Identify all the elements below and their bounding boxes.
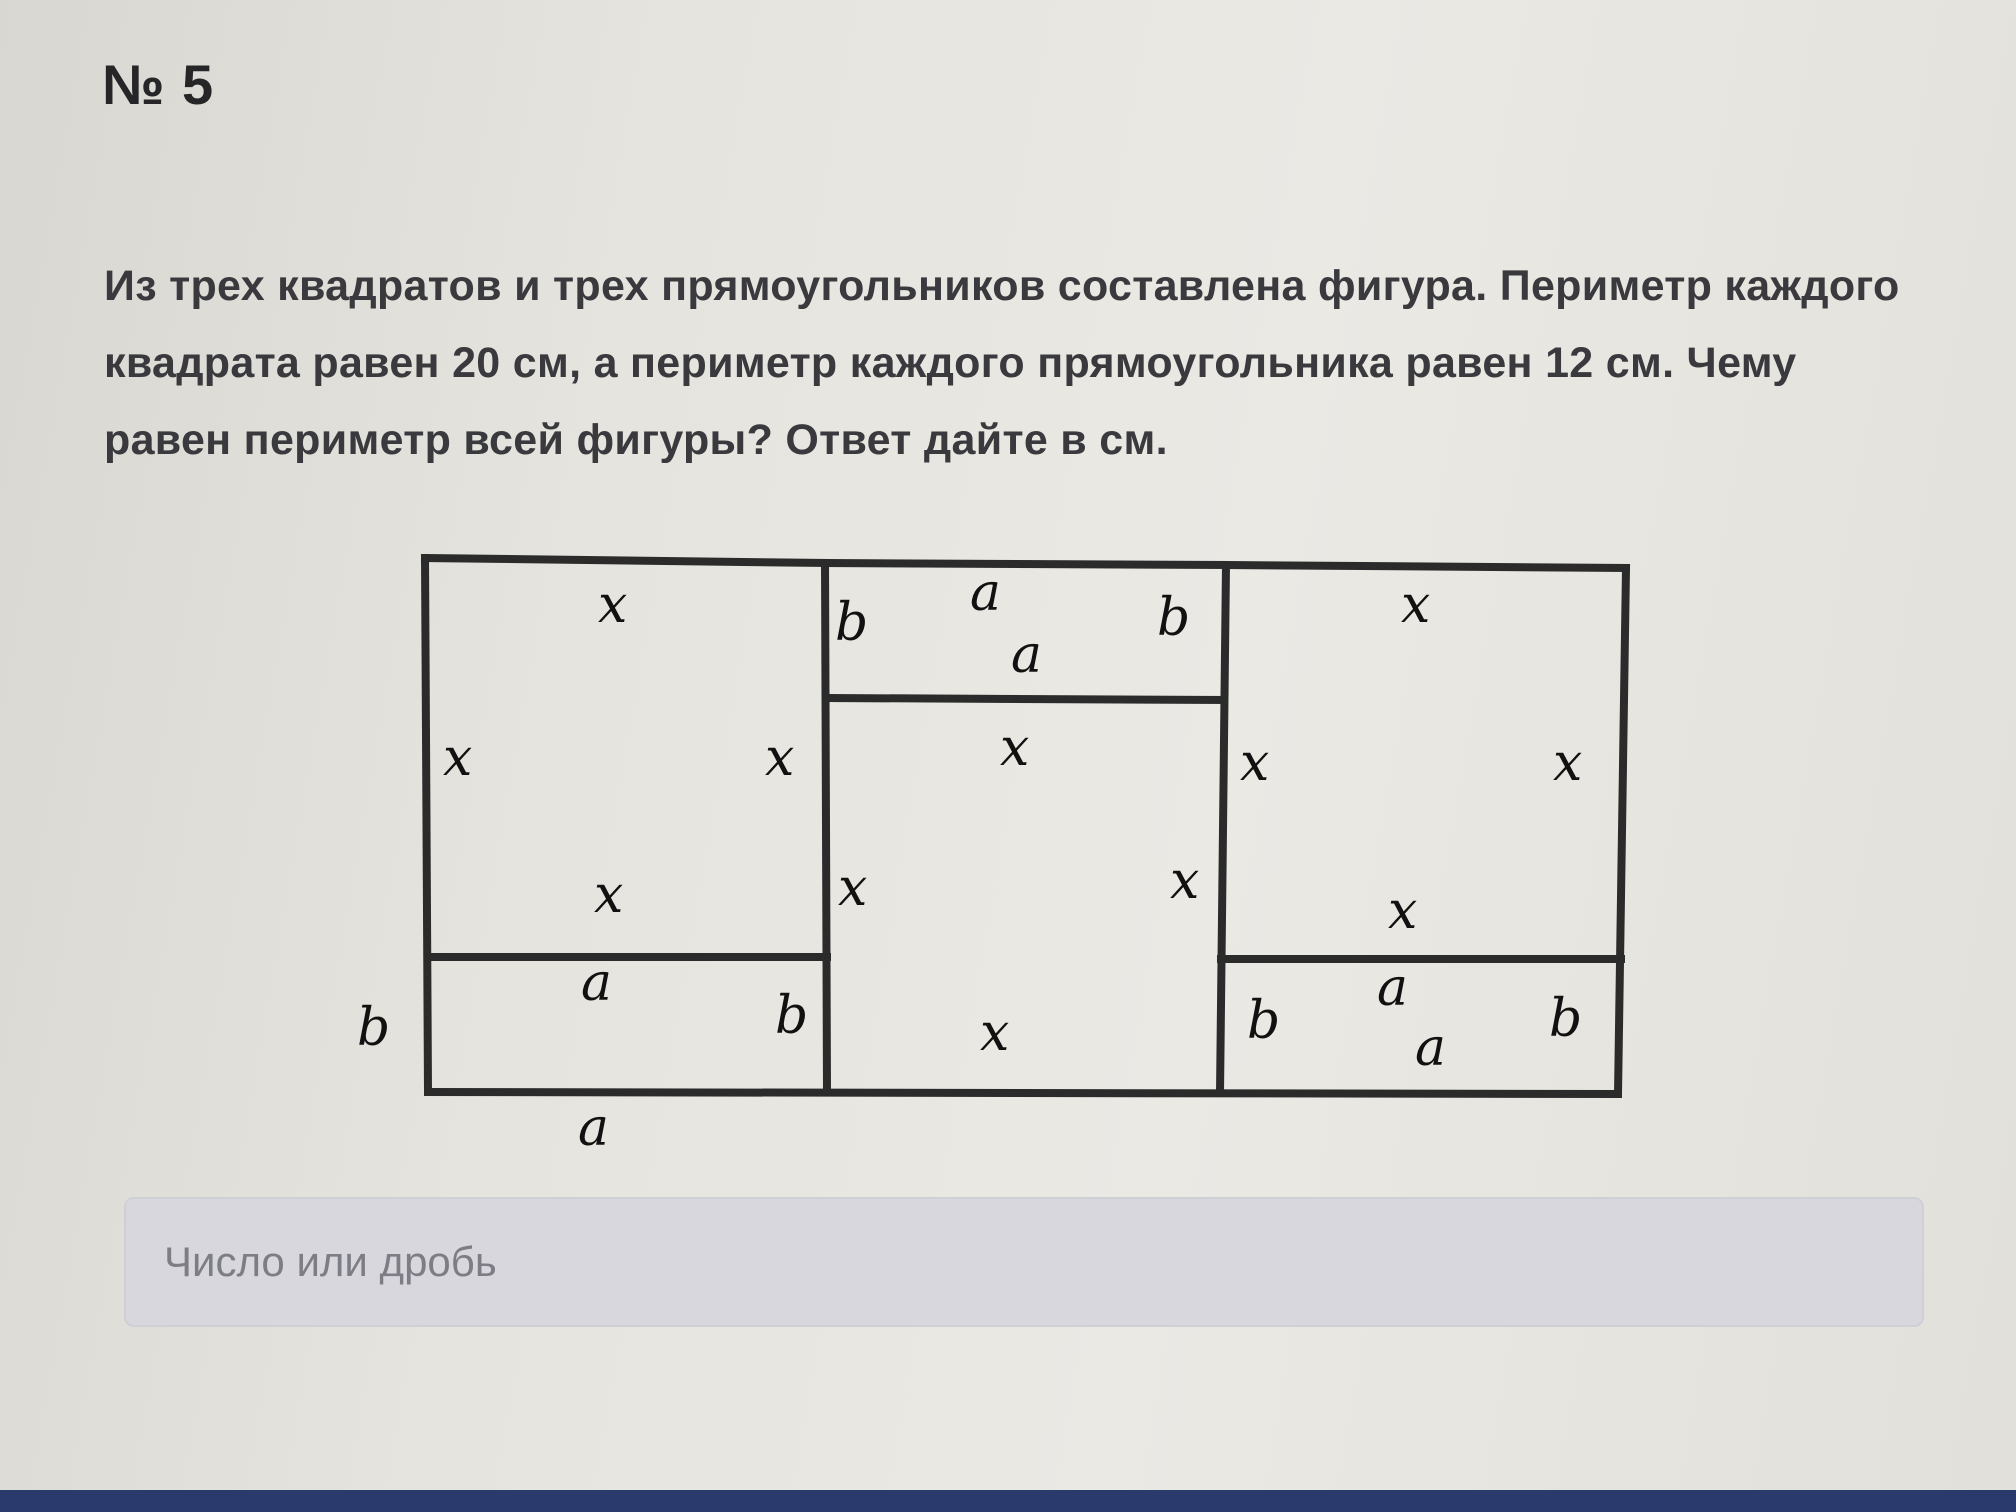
label-left-rect-outer-b: b [357,998,391,1058]
divider-left [825,563,827,1092]
label-right-rect-top-a: a [1377,958,1409,1018]
label-right-rect-right-b: b [1549,989,1583,1049]
label-right-square-top-x: x [1401,575,1431,635]
label-right-square-left-x: x [1240,733,1270,793]
task-text: Из трех квадратов и трех прямоугольников составлена фигура. Периметр каждого квадрата равен 20 см, а периметр каждого прямоугольника равен 12 см. Чему равен периметр всей фигуры? Ответ дайте в см. [104,262,1900,464]
task-number: № 5 [102,53,215,116]
label-left-square-top-x: x [598,575,628,635]
label-right-rect-left-b: b [1247,991,1281,1051]
label-middle-square-left-x: x [838,858,868,918]
answer-input[interactable] [124,1197,1924,1327]
label-middle-rect-left-b: b [835,593,869,653]
outer-bottom [428,1092,1618,1094]
label-left-rect-top-a: a [581,953,613,1013]
label-left-square-left-x: x [443,728,473,788]
outer-left [425,558,428,1092]
label-middle-square-right-x: x [1170,851,1200,911]
label-middle-rect-top-a: a [970,563,1002,623]
outer-top-right [1226,565,1626,568]
label-left-rect-right-b: b [775,986,809,1046]
label-right-square-right-x: x [1553,733,1583,793]
label-middle-rect-bottom-a: a [1011,625,1043,685]
label-right-square-bottom-x: x [1388,881,1418,941]
outer-right [1618,568,1626,1094]
label-middle-rect-right-b: b [1157,588,1191,648]
label-left-square-right-x: x [765,728,795,788]
outer-top-middle [825,563,1226,565]
outer-top-left [425,558,825,563]
bottom-bar [0,1490,2016,1512]
label-right-rect-bottom-a: a [1415,1018,1447,1078]
divider-middle-rect [827,698,1224,700]
label-middle-square-bottom-x: x [980,1003,1010,1063]
label-middle-square-top-x: x [1000,718,1030,778]
label-left-square-bottom-x: x [594,865,624,925]
label-left-rect-bottom-a: a [578,1098,610,1158]
divider-right [1220,565,1226,1093]
